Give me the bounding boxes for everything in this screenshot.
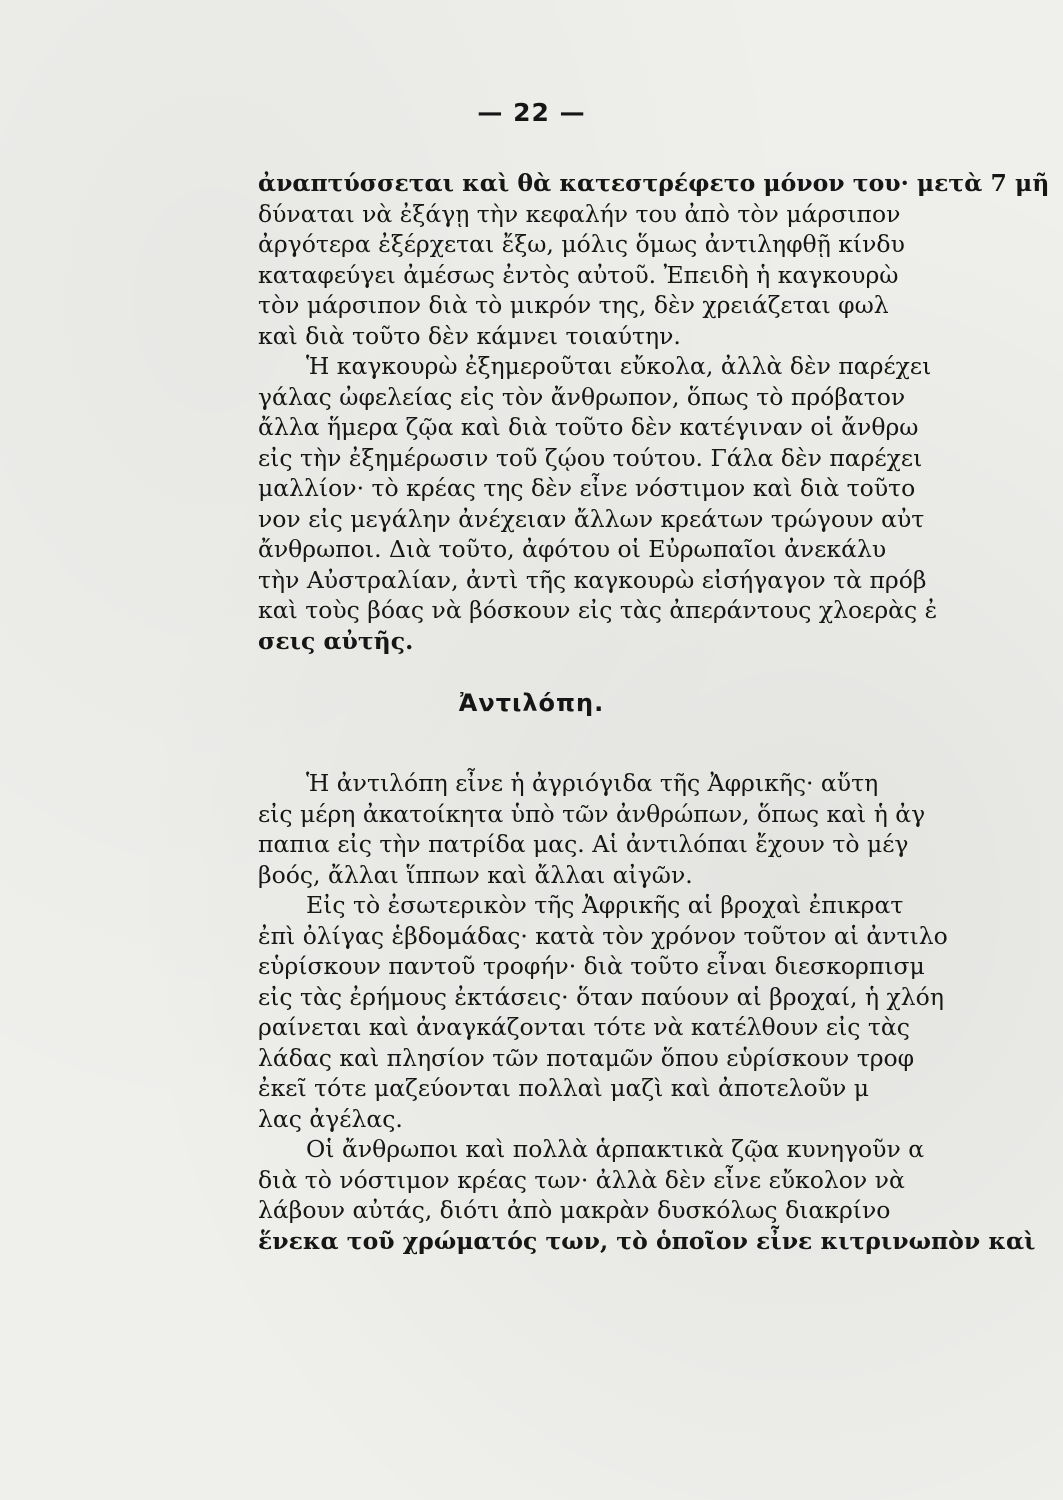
text-line: εἰς τὴν ἐξημέρωσιν τοῦ ζῴου τούτου. Γάλα δὲν παρέχει — [258, 443, 923, 472]
text-line: ἀργότερα ἐξέρχεται ἔξω, μόλις ὅμως ἀντιληφθῇ κίνδυ — [258, 230, 905, 258]
text-line: καὶ διὰ τοῦτο δὲν κάμνει τοιαύτην. — [258, 321, 681, 350]
text-line: διὰ τὸ νόστιμον κρέας των· ἀλλὰ δὲν εἶνε εὔκολον νὰ — [258, 1165, 905, 1194]
text-line: εἰς τὰς ἐρήμους ἐκτάσεις· ὅταν παύουν αἱ βροχαί, ἡ χλόη — [258, 982, 944, 1011]
text-line: καταφεύγει ἀμέσως ἐντὸς αὐτοῦ. Ἐπειδὴ ἡ καγκουρὼ — [258, 260, 899, 289]
antelope-section-text — [258, 768, 1063, 1256]
text-line: τὸν μάρσιπον διὰ τὸ μικρόν της, δὲν χρειάζεται φωλ — [258, 291, 889, 319]
text-line: γάλας ὠφελείας εἰς τὸν ἄνθρωπον, ὅπως τὸ πρόβατον — [258, 382, 906, 411]
text-line: ἐκεῖ τότε μαζεύονται πολλαὶ μαζὶ καὶ ἀποτελοῦν μ — [258, 1074, 870, 1102]
text-line: τὴν Αὐστραλίαν, ἀντὶ τῆς καγκουρὼ εἰσήγαγον τὰ πρόβ — [258, 565, 927, 594]
text-line: ἕνεκα τοῦ χρώματός των, τὸ ὁποῖον εἶνε κιτρινωπὸν καὶ — [258, 1226, 1036, 1255]
text-line: ἀναπτύσσεται καὶ θὰ κατεστρέφετο μόνον του· μετὰ 7 μῆ — [258, 169, 1050, 197]
text-line: ραίνεται καὶ ἀναγκάζονται τότε νὰ κατέλθουν εἰς τὰς — [258, 1013, 910, 1041]
section-heading: Ἀντιλόπη. — [458, 689, 605, 717]
text-line: Ἡ ἀντιλόπη εἶνε ἡ ἀγριόγιδα τῆς Ἀφρικῆς· αὕτη — [306, 769, 879, 797]
text-line: Εἰς τὸ ἐσωτερικὸν τῆς Ἀφρικῆς αἱ βροχαὶ ἐπικρατ — [306, 891, 904, 919]
text-line: βοός, ἄλλαι ἵππων καὶ ἄλλαι αἰγῶν. — [258, 860, 693, 889]
page-number: — 22 — — [477, 98, 586, 127]
text-line: δύναται νὰ ἐξάγῃ τὴν κεφαλήν του ἀπὸ τὸν μάρσιπον — [258, 199, 901, 228]
text-line: ἐπὶ ὀλίγας ἑβδομάδας· κατὰ τὸν χρόνον τοῦτον αἱ ἀντιλο — [258, 921, 948, 950]
text-line: λάδας καὶ πλησίον τῶν ποταμῶν ὅπου εὑρίσκουν τροφ — [258, 1043, 915, 1072]
text-line: λας ἀγέλας. — [258, 1104, 403, 1133]
text-line: ἄλλα ἥμερα ζῷα καὶ διὰ τοῦτο δὲν κατέγιναν οἱ ἄνθρω — [258, 413, 919, 441]
text-line: λάβουν αὐτάς, διότι ἀπὸ μακρὰν δυσκόλως διακρίνο — [258, 1196, 891, 1224]
text-line: ἄνθρωποι. Διὰ τοῦτο, ἀφότου οἱ Εὐρωπαῖοι ἀνεκάλυ — [258, 535, 887, 563]
text-line: Οἱ ἄνθρωποι καὶ πολλὰ ἁρπακτικὰ ζῷα κυνηγοῦν α — [306, 1135, 925, 1163]
text-line: καὶ τοὺς βόας νὰ βόσκουν εἰς τὰς ἀπεράντους χλοερὰς ἐ — [258, 596, 938, 624]
text-line: παπια εἰς τὴν πατρίδα μας. Αἱ ἀντιλόπαι ἔχουν τὸ μέγ — [258, 830, 909, 858]
text-line: εὑρίσκουν παντοῦ τροφήν· διὰ τοῦτο εἶναι διεσκορπισμ — [258, 952, 925, 980]
kangaroo-section-text — [258, 168, 1063, 656]
text-line: σεις αὐτῆς. — [258, 626, 414, 655]
text-line: μαλλίον· τὸ κρέας της δὲν εἶνε νόστιμον καὶ διὰ τοῦτο — [258, 474, 916, 502]
text-line: Ἡ καγκουρὼ ἐξημεροῦται εὔκολα, ἀλλὰ δὲν παρέχει — [306, 352, 932, 380]
text-line: νον εἰς μεγάλην ἀνέχειαν ἄλλων κρεάτων τρώγουν αὐτ — [258, 504, 925, 533]
text-line: εἰς μέρη ἀκατοίκητα ὑπὸ τῶν ἀνθρώπων, ὅπως καὶ ἡ ἀγ — [258, 799, 926, 828]
